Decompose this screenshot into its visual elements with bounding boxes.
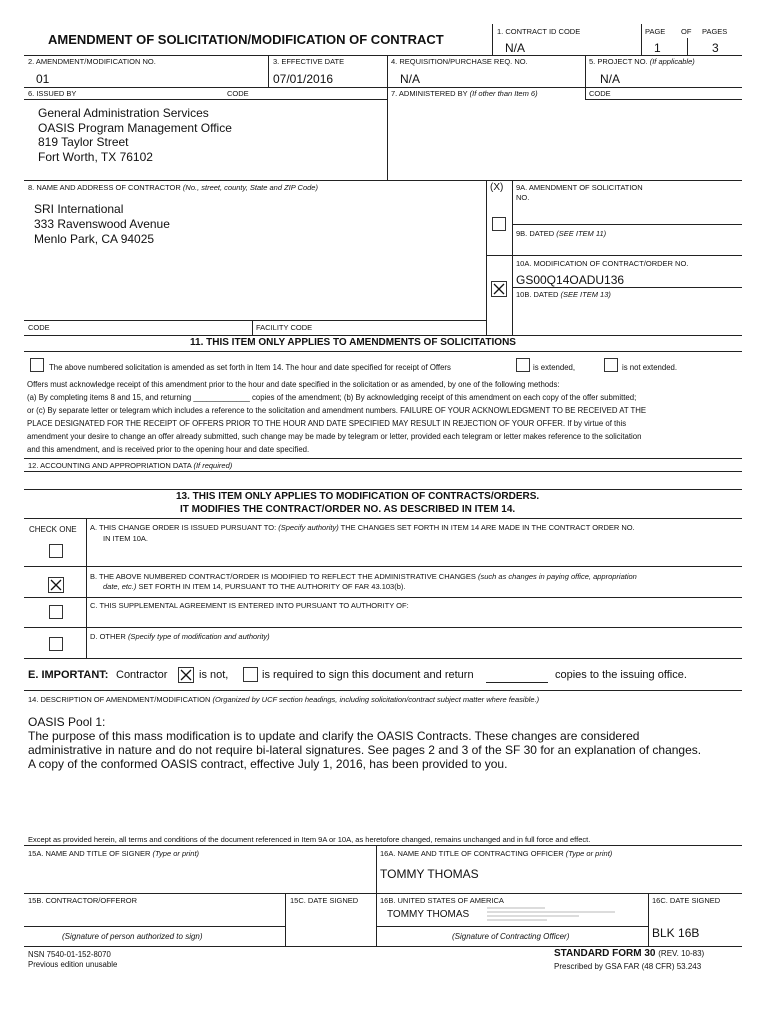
facility-code-label: FACILITY CODE: [256, 323, 313, 332]
project-no-value: N/A: [600, 72, 621, 86]
item-11-para-line-3: or (c) By separate letter or telegram which includes a reference to the solicitation and amendment numbers. FAILURE OF YOUR ACKNOWLEDGMENT TO BE RECEIVED AT THE: [27, 406, 647, 415]
item-14-line-3: administrative in nature and do not require bi-lateral signatures. See pages 2 and 3 of the SF 30 for an explanation of changes.: [28, 743, 702, 757]
effective-date-value: 07/01/2016: [273, 72, 334, 86]
item-13c-checkbox[interactable]: [49, 605, 63, 619]
item-13-heading-1: 13. THIS ITEM ONLY APPLIES TO MODIFICATION OF CONTRACTS/ORDERS.: [176, 491, 540, 502]
amendment-no-label: 2. AMENDMENT/MODIFICATION NO.: [28, 57, 156, 66]
contractor-line-1: SRI International: [34, 202, 124, 216]
item-11-not-extended: is not extended.: [622, 363, 678, 372]
item-16c-label: 16C. DATE SIGNED: [652, 896, 721, 905]
item-9-checkbox[interactable]: [492, 217, 506, 231]
x-column-header: (X): [490, 182, 504, 193]
issued-by-line-2: OASIS Program Management Office: [38, 121, 232, 135]
item-11-para-line-6: and this amendment, and is received prior to the opening hour and date specified.: [27, 445, 310, 454]
item-16b-label: 16B. UNITED STATES OF AMERICA: [380, 896, 504, 905]
issued-by-line-3: 819 Taylor Street: [38, 135, 129, 149]
contractor-label: 8. NAME AND ADDRESS OF CONTRACTOR (No., street, county, State and ZIP Code): [28, 183, 318, 192]
page-number: 1: [654, 41, 661, 55]
item-13b-checkbox[interactable]: [48, 577, 64, 593]
important-copies: copies to the issuing office.: [555, 669, 687, 681]
page-label: PAGE: [645, 27, 666, 36]
administered-by-label: 7. ADMINISTERED BY (If other than Item 6): [391, 89, 538, 98]
pages-label: PAGES: [702, 27, 728, 36]
amendment-no-value: 01: [36, 72, 50, 86]
effective-date-label: 3. EFFECTIVE DATE: [273, 57, 345, 66]
item-10a-label: 10A. MODIFICATION OF CONTRACT/ORDER NO.: [516, 259, 689, 268]
item-11-checkbox-amended[interactable]: [30, 358, 44, 372]
item-10a-value: GS00Q14OADU136: [516, 273, 625, 287]
important-is-not: is not,: [199, 669, 229, 681]
of-label: OF: [681, 27, 692, 36]
contractor-line-3: Menlo Park, CA 94025: [34, 232, 155, 246]
issued-by-code-label: CODE: [227, 89, 249, 98]
issued-by-line-1: General Administration Services: [38, 106, 209, 120]
requisition-label: 4. REQUISITION/PURCHASE REQ. NO.: [391, 57, 528, 66]
item-15b-sig-note: (Signature of person authorized to sign): [62, 932, 203, 941]
contractor-code-label: CODE: [28, 323, 50, 332]
item-16c-value: BLK 16B: [652, 926, 700, 940]
item-11-para-line-2: (a) By completing items 8 and 15, and returning _____________ copies of the amendment; (b) By acknowledging receipt of this amendment on each copy of the offer submitted;: [27, 393, 637, 402]
item-16b-signer: TOMMY THOMAS: [387, 909, 470, 920]
item-11-checkbox-not-extended[interactable]: [604, 358, 618, 372]
item-10b-label: 10B. DATED (SEE ITEM 13): [516, 290, 611, 299]
item-13b-line-1: B. THE ABOVE NUMBERED CONTRACT/ORDER IS MODIFIED TO REFLECT THE ADMINISTRATIVE CHANGES (such as changes in paying office, appropriation: [90, 572, 637, 581]
item-11-heading: 11. THIS ITEM ONLY APPLIES TO AMENDMENTS OF SOLICITATIONS: [190, 337, 516, 348]
item-13a-line-2: IN ITEM 10A.: [103, 534, 149, 543]
item-13b-line-2: date, etc.) SET FORTH IN ITEM 14, PURSUANT TO THE AUTHORITY OF FAR 43.103(b).: [103, 582, 406, 591]
page-total: 3: [712, 41, 719, 55]
item-13-heading-2: IT MODIFIES THE CONTRACT/ORDER NO. AS DESCRIBED IN ITEM 14.: [180, 504, 516, 515]
item-10-checkbox[interactable]: [491, 281, 507, 297]
important-contractor: Contractor: [116, 669, 168, 681]
check-one-label: CHECK ONE: [29, 525, 77, 534]
item-11-para-line-1: Offers must acknowledge receipt of this amendment prior to the hour and date specified in the solicitation or as amended, by one of the following methods:: [27, 380, 560, 389]
digital-signature-image: [487, 906, 617, 924]
item-11-checkbox-extended[interactable]: [516, 358, 530, 372]
item-9b-label: 9B. DATED (SEE ITEM 11): [516, 229, 607, 238]
prescribed-label: Prescribed by GSA FAR (48 CFR) 53.243: [554, 962, 702, 971]
item-9a-label: 9A. AMENDMENT OF SOLICITATION: [516, 183, 643, 192]
item-9a-label-2: NO.: [516, 193, 530, 202]
item-15c-label: 15C. DATE SIGNED: [290, 896, 359, 905]
item-12-label: 12. ACCOUNTING AND APPROPRIATION DATA (If required): [28, 461, 233, 470]
item-11-extended: is extended,: [533, 363, 576, 372]
contractor-line-2: 333 Ravenswood Avenue: [34, 217, 170, 231]
item-13d-checkbox[interactable]: [49, 637, 63, 651]
important-label: E. IMPORTANT:: [28, 669, 109, 681]
item-13a-line-1: A. THIS CHANGE ORDER IS ISSUED PURSUANT TO: (Specify authority) THE CHANGES SET FORTH IN ITEM 14 ARE MADE IN THE CONTRACT ORDER NO.: [90, 523, 635, 532]
item-11-para-line-5: amendment your desire to change an offer already submitted, such change may be made by telegram or letter, provided each telegram or letter makes reference to the solicitation: [27, 432, 642, 441]
item-15a-label: 15A. NAME AND TITLE OF SIGNER (Type or print): [28, 849, 200, 858]
item-16a-value: TOMMY THOMAS: [380, 867, 479, 881]
item-14-line-1: OASIS Pool 1:: [28, 715, 106, 729]
x-mark-icon: [50, 579, 62, 591]
item-14-line-4: A copy of the conformed OASIS contract, effective July 1, 2016, has been provided to you.: [28, 757, 508, 771]
item-14-label: 14. DESCRIPTION OF AMENDMENT/MODIFICATION (Organized by UCF section headings, including solicitation/contract subject matter where feasible.): [28, 695, 540, 704]
requisition-value: N/A: [400, 72, 421, 86]
item-13c-text: C. THIS SUPPLEMENTAL AGREEMENT IS ENTERED INTO PURSUANT TO AUTHORITY OF:: [90, 601, 409, 610]
item-14-line-2: The purpose of this mass modification is to update and clarify the OASIS Contracts. These changes are considered: [28, 729, 640, 743]
item-11-line-1: The above numbered solicitation is amended as set forth in Item 14. The hour and date specified for receipt of Offers: [49, 363, 451, 372]
form-title: AMENDMENT OF SOLICITATION/MODIFICATION OF CONTRACT: [48, 32, 444, 47]
project-no-label: 5. PROJECT NO. (If applicable): [589, 57, 695, 66]
contract-id-value: N/A: [505, 41, 526, 55]
important-is-required: is required to sign this document and return: [262, 669, 474, 681]
is-required-checkbox[interactable]: [243, 667, 258, 682]
x-mark-icon: [493, 283, 505, 295]
item-15b-label: 15B. CONTRACTOR/OFFEROR: [28, 896, 138, 905]
issued-by-label: 6. ISSUED BY: [28, 89, 77, 98]
footer-note: Except as provided herein, all terms and conditions of the document referenced in Item 9A or 10A, as heretofore changed, remains unchanged and in full force and effect.: [28, 835, 591, 844]
x-mark-icon: [180, 669, 192, 681]
issued-by-line-4: Fort Worth, TX 76102: [38, 150, 153, 164]
item-13d-text: D. OTHER (Specify type of modification and authority): [90, 632, 270, 641]
item-16b-sig-note: (Signature of Contracting Officer): [452, 932, 570, 941]
item-13a-checkbox[interactable]: [49, 544, 63, 558]
administered-by-code-label: CODE: [589, 89, 611, 98]
item-16a-label: 16A. NAME AND TITLE OF CONTRACTING OFFICER (Type or print): [380, 849, 613, 858]
contract-id-label: 1. CONTRACT ID CODE: [497, 27, 581, 36]
nsn-label: NSN 7540-01-152-8070: [28, 950, 111, 959]
previous-edition-label: Previous edition unusable: [28, 960, 118, 969]
is-not-checkbox[interactable]: [178, 667, 194, 683]
item-11-para-line-4: PLACE DESIGNATED FOR THE RECEIPT OF OFFERS PRIOR TO THE HOUR AND DATE SPECIFIED MAY RESULT IN REJECTION OF YOUR OFFER. If by virtue of this: [27, 419, 627, 428]
standard-form-label: STANDARD FORM 30 (REV. 10-83): [554, 948, 705, 959]
